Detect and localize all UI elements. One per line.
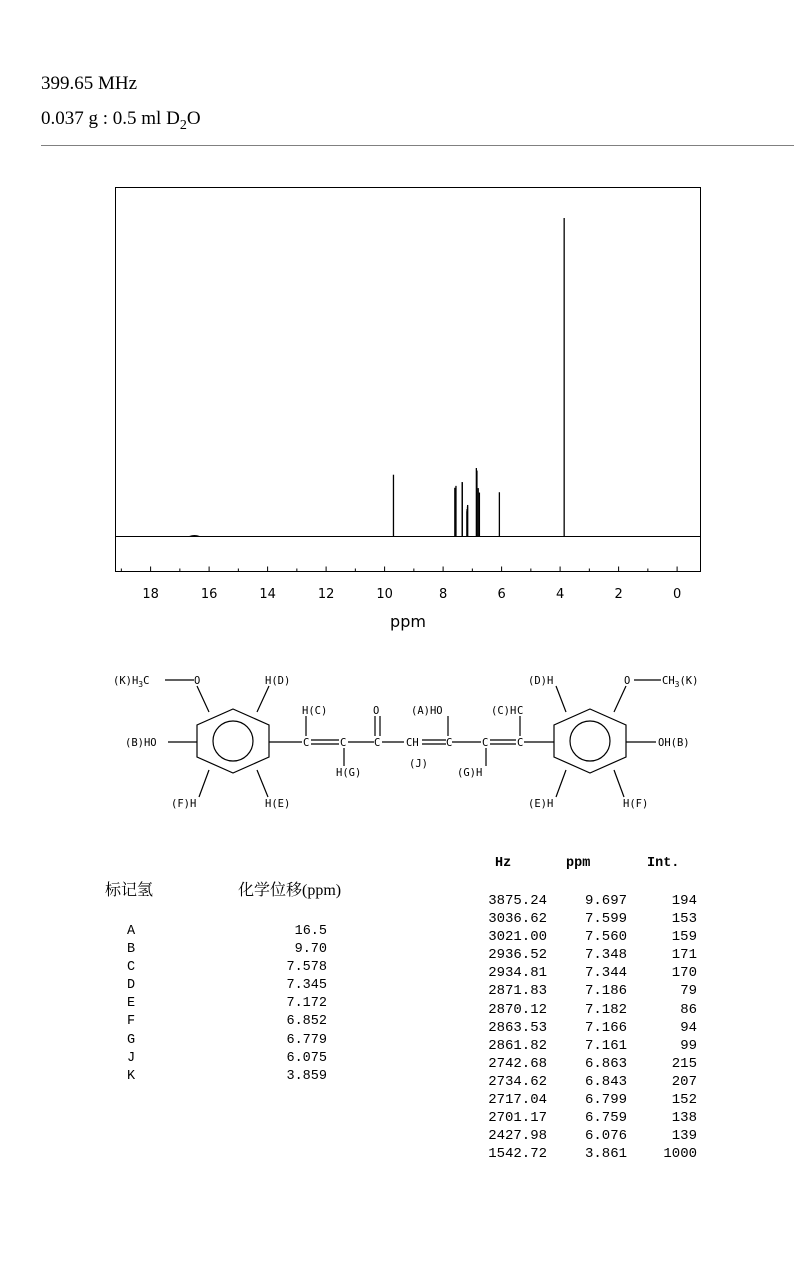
peak-row [475,1019,697,1037]
assignment-proton-label: G [127,1032,136,1048]
peak-int-cell: 86 [680,1001,697,1018]
label-c6: C [517,737,524,749]
peak-row [475,1001,697,1019]
peak-int-cell: 99 [680,1037,697,1054]
peak-ppm-cell: 9.697 [584,893,627,909]
x-axis-label: ppm [390,612,426,631]
peak-ppm-cell: 7.599 [584,911,627,928]
peak-row [475,1037,697,1055]
peak-hz-cell: 2936.52 [488,947,547,964]
peak-ppm-cell: 6.799 [584,1092,627,1109]
label-dh-right: (D)H [528,675,554,687]
label-o-carbonyl: O [373,705,380,717]
label-fh-left: (F)H [171,798,197,810]
x-tick-label: 4 [555,587,565,602]
label-hg-left: H(G) [336,767,362,779]
x-tick-label: 8 [438,587,448,602]
peak-int-cell: 139 [671,1128,697,1145]
peak-row [475,910,697,928]
assignment-shift-value: 7.172 [286,996,327,1012]
assignment-row [127,1068,327,1086]
peak-row [475,1145,697,1163]
peak-hz-cell: 2871.83 [488,983,547,1000]
peak-int-cell: 153 [671,911,697,928]
peak-ppm-cell: 7.161 [584,1037,627,1054]
assignment-proton-label: E [127,996,136,1012]
peak-int-cell: 194 [671,893,697,909]
label-c5: C [482,737,489,749]
assignment-row [127,1050,327,1068]
assignment-row [127,1013,327,1031]
x-tick-label: 12 [317,587,335,602]
assignment-proton-label: F [127,1014,136,1030]
assignment-proton-label: A [127,924,136,939]
peak-ppm-cell: 7.348 [584,947,627,964]
sample-prefix: 0.037 g : 0.5 ml D [41,108,180,129]
label-c4: C [446,737,453,749]
assignment-row [127,941,327,959]
x-tick-label: 0 [672,587,682,602]
label-c-right-top: C [517,705,524,717]
peak-ppm-cell: 7.182 [584,1001,627,1018]
sample-subscript: 2 [179,117,187,133]
peak-int-cell: 94 [680,1019,697,1036]
peak-int-cell: 152 [671,1092,697,1109]
peak-list-header [475,856,697,874]
assignment-shift-value: 7.578 [286,960,327,976]
peak-hz-cell: 2934.81 [488,965,547,982]
assignment-row [127,977,327,995]
assignment-shift-value: 6.852 [286,1014,327,1030]
label-k-left: $(K)H_3C$ [113,675,150,689]
peak-hz-cell: 2742.68 [488,1055,547,1072]
assignment-shift-value: 7.345 [286,978,327,994]
label-hf-right: H(F) [623,798,649,810]
peak-hz-cell: 2734.62 [488,1073,547,1090]
peak-header-int: Int. [647,856,680,871]
x-tick-label: 2 [614,587,623,602]
assignment-row [127,1032,327,1050]
label-he-left: H(E) [265,798,291,810]
peak-header-ppm: ppm [566,856,591,871]
assignment-row [127,923,327,941]
x-tick-label: 14 [259,587,276,602]
assignment-proton-label: K [127,1068,136,1084]
spectrometer-frequency: 399.65 MHz [41,73,138,94]
peak-hz-cell: 2861.82 [488,1037,547,1054]
label-eh-right: (E)H [528,798,554,810]
label-hd-left: H(D) [265,675,291,687]
peak-hz-cell: 3021.00 [488,929,547,946]
assignment-shift-value: 9.70 [294,942,327,958]
label-o-left: O [194,675,201,687]
peak-ppm-cell: 6.076 [584,1128,627,1145]
peak-ppm-cell: 7.186 [584,983,627,1000]
x-tick-label: 6 [497,587,506,602]
peak-hz-cell: 3875.24 [488,893,547,909]
label-ch-mid: CH [406,737,419,749]
peak-int-cell: 159 [671,929,697,946]
peak-ppm-cell: 6.759 [584,1110,627,1127]
label-j: (J) [409,758,428,770]
peak-hz-cell: 1542.72 [488,1146,547,1163]
x-tick-label: 16 [200,587,218,602]
peak-row [475,946,697,964]
peak-row [475,1109,697,1127]
assignment-shift-value: 6.075 [286,1050,327,1066]
peak-int-cell: 215 [671,1055,697,1072]
assignment-shift-header: 化学位移(ppm) [238,882,342,899]
peak-hz-cell: 2701.17 [488,1110,547,1127]
label-hc-left: H(C) [302,705,328,717]
label-a-ho: (A)HO [411,705,443,717]
peak-row [475,928,697,946]
sample-suffix: O [186,108,201,129]
peak-row [475,1073,697,1091]
label-ch3k-right: $CH_3(K)$ [662,675,699,689]
peak-row [475,1055,697,1073]
label-ch-right-top: (C)H [491,705,517,717]
assignment-row [127,995,327,1013]
label-oh-right: OH(B) [658,737,690,749]
peak-hz-cell: 2427.98 [488,1128,547,1145]
peak-row [475,964,697,982]
x-tick-label: 10 [376,587,393,602]
assignment-proton-label: B [127,942,136,958]
peak-ppm-cell: 7.560 [584,929,627,946]
peak-ppm-cell: 7.166 [584,1019,627,1036]
peak-hz-cell: 2863.53 [488,1019,547,1036]
assignment-shift-value: 6.779 [286,1032,327,1048]
peak-ppm-cell: 6.843 [584,1073,627,1090]
label-c1: C [303,737,310,749]
peak-row [475,1127,697,1145]
peak-int-cell: 138 [671,1110,697,1127]
peak-ppm-cell: 7.344 [584,965,627,982]
assignment-shift-value: 3.859 [286,1068,327,1084]
assignment-table [127,923,327,1086]
label-c3: C [374,737,381,749]
assignment-proton-label: D [127,978,136,994]
assignment-label-header: 标记氢 [105,882,154,899]
peak-hz-cell: 2870.12 [488,1001,547,1018]
peak-int-cell: 1000 [663,1146,697,1163]
x-tick-label: 18 [142,587,159,602]
label-c2: C [340,737,347,749]
peak-int-cell: 79 [680,983,697,1000]
assignment-proton-label: J [127,1050,136,1066]
peak-row [475,982,697,1000]
peak-ppm-cell: 6.863 [584,1055,627,1072]
label-gh-right: (G)H [457,767,483,779]
peak-row [475,1091,697,1109]
assignment-proton-label: C [127,960,136,976]
peak-hz-cell: 3036.62 [488,911,547,928]
peak-hz-cell: 2717.04 [488,1092,547,1109]
peak-row [475,892,697,910]
assignment-row [127,959,327,977]
assignment-shift-value: 16.5 [294,924,327,939]
label-bho-left: (B)HO [125,737,157,749]
peak-int-cell: 207 [671,1073,697,1090]
peak-int-cell: 170 [671,965,697,982]
peak-list-table [475,892,697,1163]
peak-header-hz: Hz [495,856,512,871]
label-o-right: O [624,675,631,687]
peak-ppm-cell: 3.861 [584,1146,627,1163]
peak-int-cell: 171 [671,947,697,964]
